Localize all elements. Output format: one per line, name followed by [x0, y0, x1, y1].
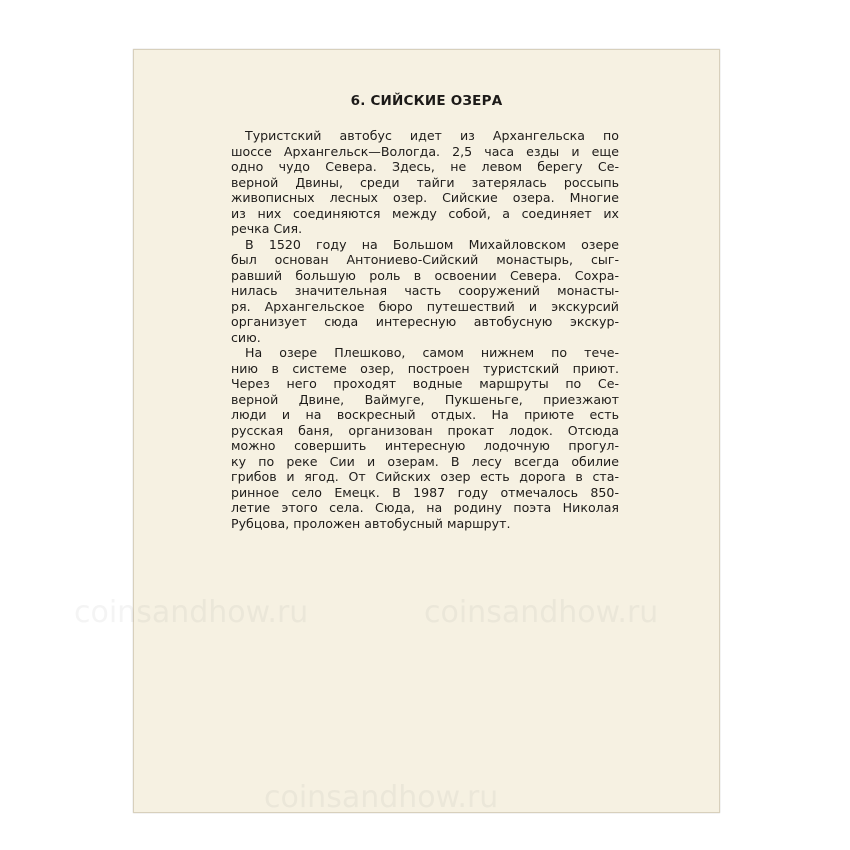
- text-line: сию.: [231, 329, 261, 345]
- text-line: В 1520 году на Большом Михайловском озере: [245, 236, 619, 252]
- text-line: На озере Плешково, самом нижнем по тече-: [245, 345, 619, 360]
- postcard-back: [74, 49, 720, 815]
- paragraph-2: [231, 237, 619, 346]
- text-line: Туристский автобус идет из Архангельска по: [245, 128, 619, 143]
- text-line: летие этого села. Сюда, на родину поэта Николая: [231, 500, 619, 515]
- watermark-text: coinsandhow.ru: [424, 595, 659, 630]
- text-line: речка Сия.: [231, 221, 303, 236]
- text-line: ку по реке Сии и озерам. В лесу всегда обилие: [231, 453, 619, 469]
- text-line: одно чудо Севера. Здесь, не левом берегу Се-: [231, 159, 619, 174]
- text-line: люди и на воскресный отдых. На приюте есть: [231, 407, 619, 422]
- text-line: Через него проходят водные маршруты по Се-: [231, 376, 619, 391]
- text-line: можно совершить интересную лодочную прогул-: [231, 438, 619, 453]
- text-line: шоссе Архангельск—Вологда. 2,5 часа езды и еще: [231, 143, 619, 159]
- text-line: ринное село Емецк. В 1987 году отмечалось 850-: [231, 484, 619, 500]
- text-line: русская баня, организован прокат лодок. Отсюда: [231, 422, 619, 438]
- watermark-text: coinsandhow.ru: [264, 780, 499, 815]
- paragraph-1: [231, 128, 619, 237]
- text-line: равший большую роль в освоении Севера. Сохра-: [231, 267, 619, 283]
- text-line: верной Двине, Ваймуге, Пукшеньге, приезжают: [231, 391, 619, 407]
- watermark-text: coinsandhow.ru: [74, 595, 309, 630]
- body-text: [231, 128, 619, 531]
- text-line: верной Двины, среди тайги затерялась россыпь: [231, 174, 619, 190]
- text-line: организует сюда интересную автобусную экскур-: [231, 314, 619, 329]
- text-line: был основан Антониево-Сийский монастырь, сыг-: [231, 252, 619, 267]
- text-line: из них соединяются между собой, а соединяет их: [231, 205, 619, 221]
- text-line: грибов и ягод. От Сийских озер есть дорога в ста-: [231, 469, 619, 484]
- text-line: живописных лесных озер. Сийские озера. Многие: [231, 190, 619, 205]
- document-title: 6. СИЙСКИЕ ОЗЕРА: [350, 93, 503, 109]
- text-line: Рубцова, проложен автобусный маршрут.: [231, 515, 511, 531]
- text-line: нию в системе озер, построен туристский приют.: [231, 360, 619, 376]
- text-line: нилась значительная часть сооружений монасты-: [231, 283, 619, 298]
- text-line: ря. Архангельское бюро путешествий и экскурсий: [231, 298, 619, 314]
- paragraph-3: [231, 345, 619, 531]
